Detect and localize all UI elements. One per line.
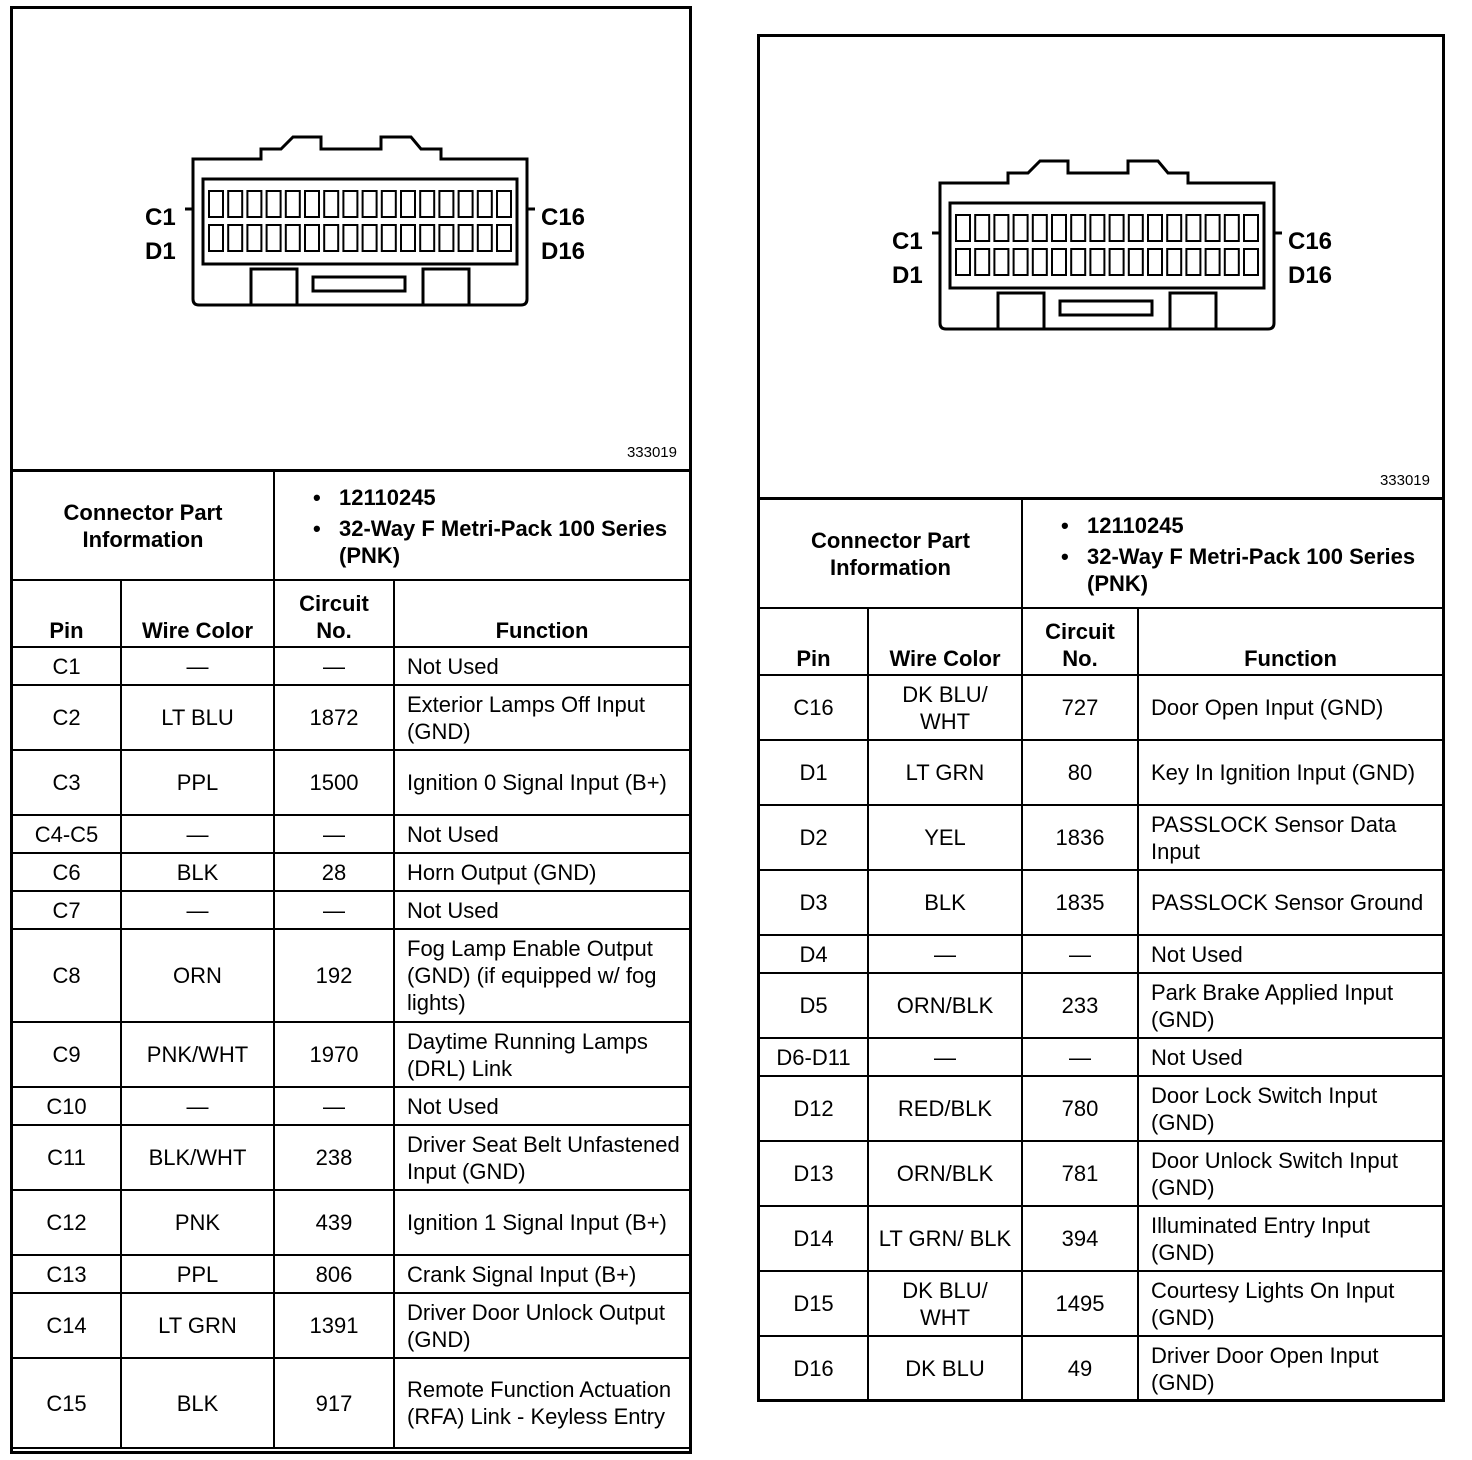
part-number: • 12110245 <box>313 484 681 511</box>
wire-color-cell: BLK <box>121 853 274 891</box>
circuit-cell: 1500 <box>274 750 394 815</box>
connector-pin-cavity <box>1129 249 1143 275</box>
connector-pin-cavity <box>1033 249 1047 275</box>
header-wire-color: Wire Color <box>868 609 1022 675</box>
label-bottom-right: D16 <box>541 238 586 265</box>
function-cell: PASSLOCK Sensor Ground <box>1138 870 1442 935</box>
wire-color-cell: PNK/WHT <box>121 1022 274 1087</box>
pin-cell: C3 <box>13 750 121 815</box>
connector-diagram <box>141 129 617 329</box>
connector-pin-cavity <box>1110 249 1124 275</box>
wire-color-cell: ORN <box>121 929 274 1022</box>
table-row <box>13 1190 689 1255</box>
function-cell: Door Open Input (GND) <box>1138 675 1442 740</box>
wire-color-cell: — <box>868 1038 1022 1076</box>
circuit-cell: — <box>1022 1038 1138 1076</box>
connector-pin-cavity <box>305 225 319 251</box>
circuit-cell: 1872 <box>274 685 394 750</box>
pin-cell: D3 <box>760 870 868 935</box>
table-row <box>13 815 689 853</box>
table-row <box>13 1125 689 1190</box>
connector-pin-cavity <box>1186 215 1200 241</box>
function-cell: Exterior Lamps Off Input (GND) <box>394 685 689 750</box>
wire-color-cell: DK BLU/ WHT <box>868 1271 1022 1336</box>
connector-pin-cavity <box>1071 249 1085 275</box>
label-bottom-right: D16 <box>1288 262 1333 289</box>
pin-rows <box>760 675 1442 1401</box>
circuit-cell: 1835 <box>1022 870 1138 935</box>
pin-cell: C6 <box>13 853 121 891</box>
function-cell: Door Unlock Switch Input (GND) <box>1138 1141 1442 1206</box>
pin-cell: C2 <box>13 685 121 750</box>
circuit-cell: 781 <box>1022 1141 1138 1206</box>
table-row <box>13 853 689 891</box>
function-cell: Driver Door Unlock Output (GND) <box>394 1293 689 1358</box>
header-pin: Pin <box>13 581 121 647</box>
wire-color-cell: BLK/WHT <box>121 1125 274 1190</box>
connector-pin-cavity <box>1052 249 1066 275</box>
circuit-cell: 49 <box>1022 1336 1138 1401</box>
wire-color-cell: BLK <box>121 1358 274 1448</box>
wire-color-cell: LT BLU <box>121 685 274 750</box>
connector-pin-cavity <box>994 215 1008 241</box>
function-cell: Ignition 0 Signal Input (B+) <box>394 750 689 815</box>
wire-color-cell: ORN/BLK <box>868 1141 1022 1206</box>
connector-pin-cavity <box>439 191 453 217</box>
connector-pin-cavity <box>1090 249 1104 275</box>
pin-cell: D6-D11 <box>760 1038 868 1076</box>
pin-rows <box>13 647 689 1448</box>
function-cell: Driver Door Open Input (GND) <box>1138 1336 1442 1401</box>
wire-color-cell: DK BLU/ WHT <box>868 675 1022 740</box>
circuit-cell: 1970 <box>274 1022 394 1087</box>
wire-color-cell: — <box>121 891 274 929</box>
header-row <box>760 609 1442 675</box>
circuit-cell: 917 <box>274 1358 394 1448</box>
wire-color-cell: — <box>868 935 1022 973</box>
header-function: Function <box>1138 609 1442 675</box>
circuit-cell: 439 <box>274 1190 394 1255</box>
header-function: Function <box>394 581 689 647</box>
connector-pin-cavity <box>343 191 357 217</box>
connector-pin-cavity <box>497 225 511 251</box>
function-cell: Daytime Running Lamps (DRL) Link <box>394 1022 689 1087</box>
function-cell: Not Used <box>394 891 689 929</box>
connector-pin-cavity <box>439 225 453 251</box>
connector-pin-cavity <box>401 225 415 251</box>
pin-cell: C10 <box>13 1087 121 1125</box>
connector-pin-cavity <box>382 191 396 217</box>
connector-pin-cavity <box>228 225 242 251</box>
header-circuit: Circuit No. <box>1022 609 1138 675</box>
wire-color-cell: — <box>121 815 274 853</box>
circuit-cell: — <box>274 1087 394 1125</box>
table-row <box>760 805 1442 870</box>
part-description: • 32-Way F Metri-Pack 100 Series (PNK) <box>1061 543 1434 597</box>
function-cell: Door Lock Switch Input (GND) <box>1138 1076 1442 1141</box>
function-cell: Horn Output (GND) <box>394 853 689 891</box>
part-description: • 32-Way F Metri-Pack 100 Series (PNK) <box>313 515 681 569</box>
connector-pin-cavity <box>401 191 415 217</box>
connector-pin-cavity <box>956 215 970 241</box>
table-row <box>13 1087 689 1125</box>
header-pin: Pin <box>760 609 868 675</box>
pin-cell: C1 <box>13 647 121 685</box>
circuit-cell: — <box>274 647 394 685</box>
part-number: • 12110245 <box>1061 512 1434 539</box>
connector-pin-cavity <box>1225 249 1239 275</box>
table-row <box>760 1141 1442 1206</box>
pin-cell: D15 <box>760 1271 868 1336</box>
connector-pin-cavity <box>478 225 492 251</box>
label-top-right: C16 <box>541 204 586 231</box>
circuit-cell: 233 <box>1022 973 1138 1038</box>
connector-pin-cavity <box>1167 249 1181 275</box>
function-cell: Crank Signal Input (B+) <box>394 1255 689 1293</box>
connector-pin-cavity <box>459 225 473 251</box>
connector-pin-cavity <box>343 225 357 251</box>
left-connector-panel <box>10 6 692 1454</box>
wire-color-cell: DK BLU <box>868 1336 1022 1401</box>
connector-pin-cavity <box>1186 249 1200 275</box>
pin-cell: D1 <box>760 740 868 805</box>
figure-id: 333019 <box>1379 472 1430 489</box>
table-row <box>13 685 689 750</box>
connector-pin-cavity <box>247 191 261 217</box>
connector-pin-cavity <box>1014 249 1028 275</box>
wire-color-cell: RED/BLK <box>868 1076 1022 1141</box>
connector-pin-cavity <box>1052 215 1066 241</box>
wire-color-cell: LT GRN/ BLK <box>868 1206 1022 1271</box>
connector-pin-cavity <box>305 191 319 217</box>
pin-cell: D16 <box>760 1336 868 1401</box>
label-top-right: C16 <box>1288 228 1333 255</box>
pin-cell: D14 <box>760 1206 868 1271</box>
table-row <box>760 1271 1442 1336</box>
circuit-cell: 238 <box>274 1125 394 1190</box>
connector-pin-cavity <box>228 191 242 217</box>
pin-cell: C16 <box>760 675 868 740</box>
connector-part-info-label: Connector Part Information <box>760 500 1022 608</box>
circuit-cell: 1836 <box>1022 805 1138 870</box>
connector-pin-cavity <box>1148 215 1162 241</box>
connector-pin-cavity <box>420 191 434 217</box>
table-row <box>760 1076 1442 1141</box>
connector-pin-cavity <box>363 225 377 251</box>
function-cell: Illuminated Entry Input (GND) <box>1138 1206 1442 1271</box>
pin-cell: C15 <box>13 1358 121 1448</box>
circuit-cell: 1495 <box>1022 1271 1138 1336</box>
connector-pin-cavity <box>994 249 1008 275</box>
wire-color-cell: — <box>121 647 274 685</box>
label-bottom-left: D1 <box>145 238 176 265</box>
connector-pin-cavity <box>478 191 492 217</box>
connector-pin-cavity <box>286 225 300 251</box>
function-cell: Remote Function Actuation (RFA) Link - Keyless Entry <box>394 1358 689 1448</box>
label-top-left: C1 <box>892 228 923 255</box>
wire-color-cell: PNK <box>121 1190 274 1255</box>
pin-cell: C4-C5 <box>13 815 121 853</box>
pin-cell: C12 <box>13 1190 121 1255</box>
connector-pin-cavity <box>420 225 434 251</box>
connector-pin-cavity <box>324 191 338 217</box>
connector-part-info-label: Connector Part Information <box>13 472 274 580</box>
right-connector-panel <box>757 34 1445 1402</box>
connector-pin-cavity <box>209 191 223 217</box>
connector-part-info-list <box>1022 500 1442 608</box>
connector-pin-cavity <box>975 215 989 241</box>
connector-pin-cavity <box>209 225 223 251</box>
wire-color-cell: LT GRN <box>868 740 1022 805</box>
table-row <box>13 1022 689 1087</box>
connector-pin-cavity <box>1225 215 1239 241</box>
connector-pin-cavity <box>1033 215 1047 241</box>
wire-color-cell: YEL <box>868 805 1022 870</box>
connector-pin-cavity <box>975 249 989 275</box>
circuit-cell: 28 <box>274 853 394 891</box>
connector-pin-cavity <box>247 225 261 251</box>
wire-color-cell: LT GRN <box>121 1293 274 1358</box>
pin-cell: C9 <box>13 1022 121 1087</box>
function-cell: Park Brake Applied Input (GND) <box>1138 973 1442 1038</box>
wire-color-cell: — <box>121 1087 274 1125</box>
connector-pin-cavity <box>1167 215 1181 241</box>
pin-table <box>13 581 689 1449</box>
table-row <box>13 647 689 685</box>
circuit-cell: 1391 <box>274 1293 394 1358</box>
connector-pin-cavity <box>382 225 396 251</box>
table-row <box>760 740 1442 805</box>
function-cell: Key In Ignition Input (GND) <box>1138 740 1442 805</box>
connector-pin-cavity <box>1090 215 1104 241</box>
pin-table <box>760 609 1442 1402</box>
connector-part-info-list <box>274 472 689 580</box>
function-cell: Fog Lamp Enable Output (GND) (if equipped w/ fog lights) <box>394 929 689 1022</box>
pin-cell: D12 <box>760 1076 868 1141</box>
circuit-cell: 780 <box>1022 1076 1138 1141</box>
function-cell: PASSLOCK Sensor Data Input <box>1138 805 1442 870</box>
connector-pin-cavity <box>1071 215 1085 241</box>
header-wire-color: Wire Color <box>121 581 274 647</box>
connector-info-table <box>760 500 1442 609</box>
pin-cell: D5 <box>760 973 868 1038</box>
table-row <box>760 973 1442 1038</box>
table-row <box>760 1206 1442 1271</box>
connector-pin-cavity <box>956 249 970 275</box>
circuit-cell: — <box>274 815 394 853</box>
wire-color-cell: BLK <box>868 870 1022 935</box>
circuit-cell: 727 <box>1022 675 1138 740</box>
circuit-cell: 806 <box>274 1255 394 1293</box>
function-cell: Driver Seat Belt Unfastened Input (GND) <box>394 1125 689 1190</box>
circuit-cell: 192 <box>274 929 394 1022</box>
connector-pin-cavity <box>286 191 300 217</box>
table-row <box>13 1255 689 1293</box>
table-row <box>760 1336 1442 1401</box>
connector-pin-cavity <box>459 191 473 217</box>
function-cell: Not Used <box>1138 935 1442 973</box>
circuit-cell: 394 <box>1022 1206 1138 1271</box>
table-row <box>13 1358 689 1448</box>
pin-cell: C7 <box>13 891 121 929</box>
pin-cell: C13 <box>13 1255 121 1293</box>
function-cell: Not Used <box>1138 1038 1442 1076</box>
connector-info-table <box>13 472 689 581</box>
pin-cell: C11 <box>13 1125 121 1190</box>
label-top-left: C1 <box>145 204 176 231</box>
table-row <box>13 750 689 815</box>
connector-pin-cavity <box>1206 249 1220 275</box>
function-cell: Courtesy Lights On Input (GND) <box>1138 1271 1442 1336</box>
circuit-cell: — <box>1022 935 1138 973</box>
figure-id: 333019 <box>626 444 677 461</box>
table-row <box>13 929 689 1022</box>
connector-pin-cavity <box>1206 215 1220 241</box>
wire-color-cell: ORN/BLK <box>868 973 1022 1038</box>
connector-pin-cavity <box>497 191 511 217</box>
connector-pin-cavity <box>363 191 377 217</box>
function-cell: Ignition 1 Signal Input (B+) <box>394 1190 689 1255</box>
connector-pin-cavity <box>1014 215 1028 241</box>
label-bottom-left: D1 <box>892 262 923 289</box>
table-row <box>760 870 1442 935</box>
table-row <box>760 675 1442 740</box>
connector-pin-cavity <box>1244 249 1258 275</box>
connector-pin-cavity <box>267 191 281 217</box>
pin-cell: D13 <box>760 1141 868 1206</box>
table-row <box>13 891 689 929</box>
header-circuit: Circuit No. <box>274 581 394 647</box>
table-row <box>760 935 1442 973</box>
connector-pin-cavity <box>1110 215 1124 241</box>
connector-pin-cavity <box>1148 249 1162 275</box>
function-cell: Not Used <box>394 647 689 685</box>
connector-pin-cavity <box>1129 215 1143 241</box>
connector-diagram <box>888 153 1364 353</box>
pin-cell: C14 <box>13 1293 121 1358</box>
wire-color-cell: PPL <box>121 750 274 815</box>
connector-figure <box>760 37 1442 500</box>
table-row <box>13 1293 689 1358</box>
pin-cell: D2 <box>760 805 868 870</box>
connector-pin-cavity <box>1244 215 1258 241</box>
table-row <box>760 1038 1442 1076</box>
header-row <box>13 581 689 647</box>
function-cell: Not Used <box>394 1087 689 1125</box>
pin-cell: C8 <box>13 929 121 1022</box>
function-cell: Not Used <box>394 815 689 853</box>
connector-figure <box>13 9 689 472</box>
circuit-cell: 80 <box>1022 740 1138 805</box>
pin-cell: D4 <box>760 935 868 973</box>
circuit-cell: — <box>274 891 394 929</box>
connector-pin-cavity <box>267 225 281 251</box>
connector-pin-cavity <box>324 225 338 251</box>
wire-color-cell: PPL <box>121 1255 274 1293</box>
